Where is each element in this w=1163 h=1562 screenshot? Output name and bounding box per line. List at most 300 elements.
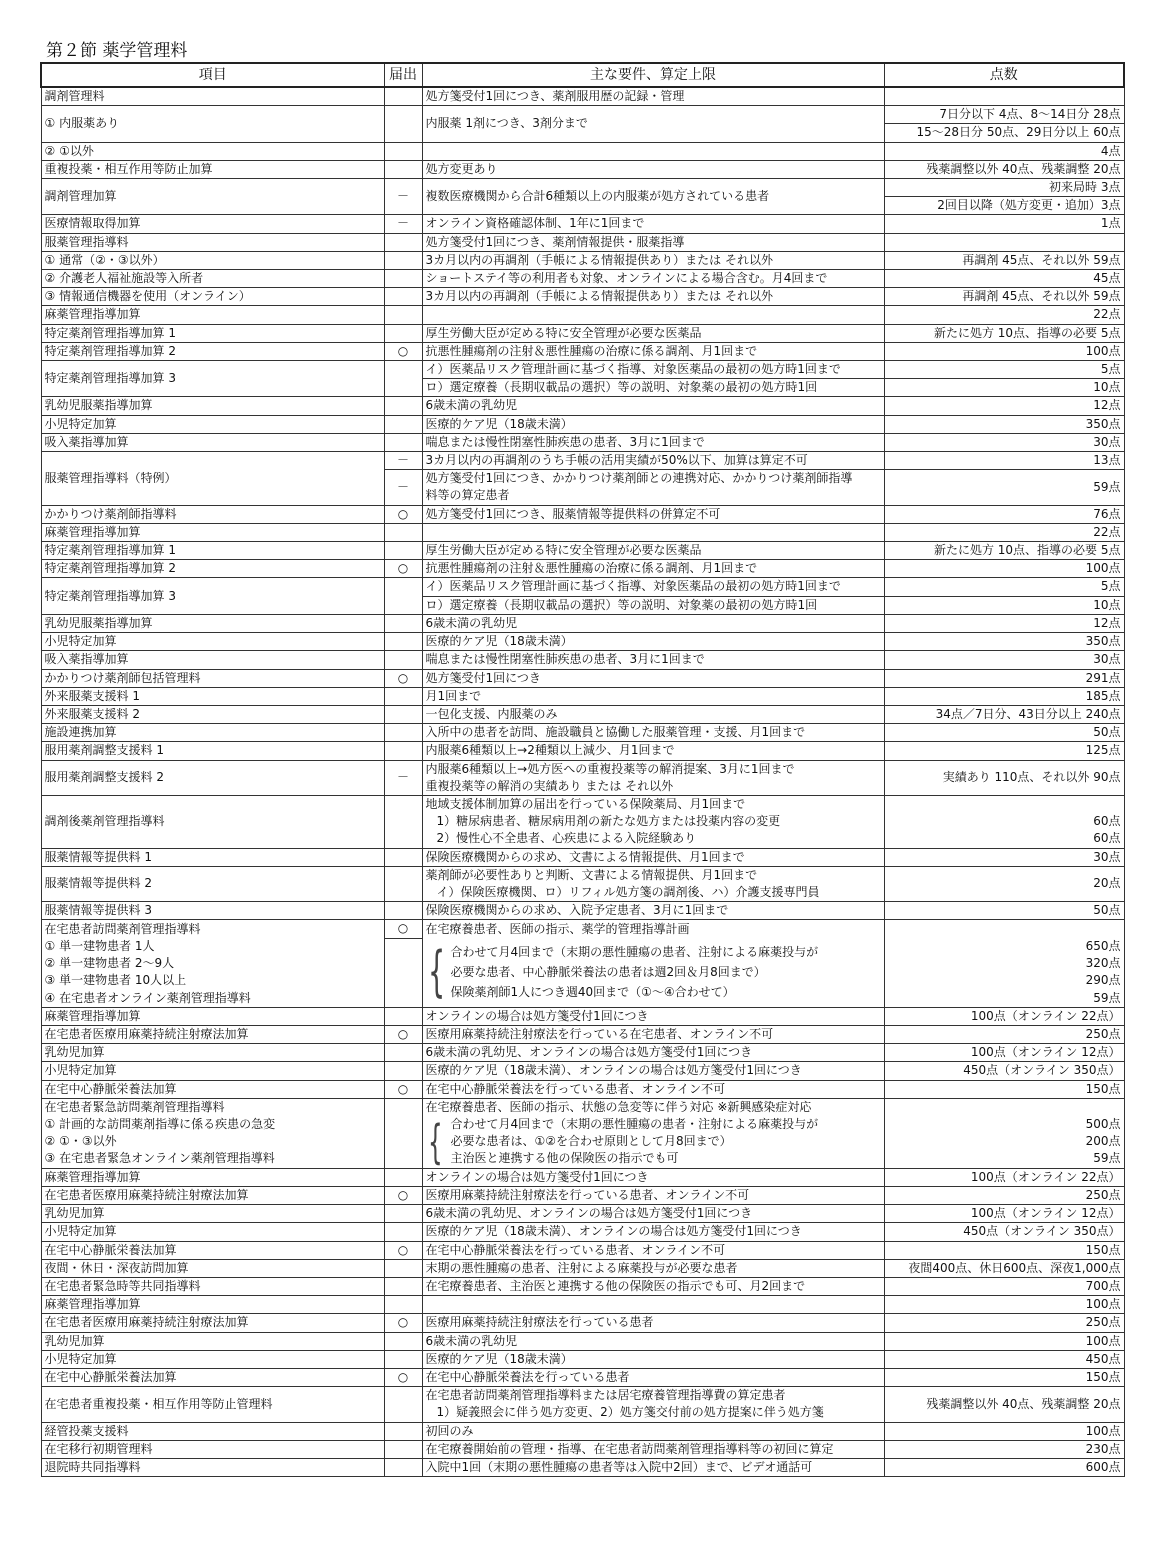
- notify-cell: [384, 1007, 422, 1025]
- requirement-cell: 在宅中心静脈栄養法を行っている患者: [422, 1368, 884, 1386]
- requirement-cell: 在宅患者訪問薬剤管理指導料または居宅療養管理指導費の算定患者: [422, 1387, 884, 1405]
- requirement-line: 合わせて月4回まで（末期の悪性腫瘍の患者・注射による麻薬投与が: [450, 1117, 819, 1132]
- col-header-requirements: 主な要件、算定上限: [422, 63, 884, 87]
- item-cell: 服用薬剤調整支援料 2: [41, 760, 384, 795]
- notify-cell: ○: [384, 1368, 422, 1386]
- notify-cell: [384, 251, 422, 269]
- table-row: [41, 233, 1124, 251]
- requirement-cell: [422, 142, 884, 160]
- notify-cell: ○: [384, 1026, 422, 1044]
- item-cell: 乳幼児加算: [41, 1205, 384, 1223]
- notify-cell: ○: [384, 920, 422, 938]
- table-row: [41, 1422, 1124, 1440]
- requirement-cell: 月1回まで: [422, 687, 884, 705]
- notify-cell: [384, 724, 422, 742]
- points-cell: 15～28日分 50点、29日分以上 60点: [884, 124, 1124, 142]
- item-cell: ③ 在宅患者緊急オンライン薬剤管理指導料: [41, 1150, 384, 1168]
- notify-cell: －: [384, 452, 422, 470]
- table-row: [41, 938, 1124, 955]
- table-row: [41, 160, 1124, 178]
- item-cell: 特定薬剤管理指導加算 1: [41, 324, 384, 342]
- points-cell: 100点: [884, 560, 1124, 578]
- requirement-cell: 6歳未満の乳幼児、オンラインの場合は処方箋受付1回につき: [422, 1205, 884, 1223]
- item-cell: 乳幼児加算: [41, 1332, 384, 1350]
- points-cell: 700点: [884, 1277, 1124, 1295]
- points-cell: 50点: [884, 902, 1124, 920]
- points-cell: 291点: [884, 669, 1124, 687]
- points-cell: 5点: [884, 578, 1124, 596]
- requirement-cell: イ）医薬品リスク管理計画に基づく指導、対象医薬品の最初の処方時1回まで: [422, 361, 884, 379]
- item-cell: 服薬情報等提供料 2: [41, 866, 384, 901]
- item-cell: 小児特定加算: [41, 633, 384, 651]
- item-cell: ② ①以外: [41, 142, 384, 160]
- points-cell: 650点: [884, 938, 1124, 955]
- notify-cell: [384, 415, 422, 433]
- points-cell: 再調剤 45点、それ以外 59点: [884, 251, 1124, 269]
- points-cell: 7日分以下 4点、8～14日分 28点: [884, 106, 1124, 124]
- requirement-cell: ロ）選定療養（長期収載品の選択）等の説明、対象薬の最初の処方時1回: [422, 596, 884, 614]
- requirement-cell: 1）疑義照会に伴う処方変更、2）処方箋交付前の処方提案に伴う処方箋: [422, 1404, 884, 1422]
- notify-cell: [384, 433, 422, 451]
- item-cell: 麻薬管理指導加算: [41, 306, 384, 324]
- table-row: [41, 1223, 1124, 1241]
- notify-cell: [384, 1205, 422, 1223]
- table-row: [41, 1314, 1124, 1332]
- item-cell: 麻薬管理指導加算: [41, 1296, 384, 1314]
- table-row: [41, 1368, 1124, 1386]
- item-cell: 在宅中心静脈栄養法加算: [41, 1368, 384, 1386]
- requirement-cell: オンラインの場合は処方箋受付1回につき: [422, 1168, 884, 1186]
- table-row: [41, 633, 1124, 651]
- points-cell: 10点: [884, 596, 1124, 614]
- points-cell: 290点: [884, 972, 1124, 989]
- item-cell: 麻薬管理指導加算: [41, 1007, 384, 1025]
- requirement-cell: [422, 1116, 884, 1168]
- item-cell: 特定薬剤管理指導加算 2: [41, 560, 384, 578]
- table-row: [41, 1241, 1124, 1259]
- item-cell: 在宅患者訪問薬剤管理指導料: [41, 920, 384, 938]
- points-cell: 夜間400点、休日600点、深夜1,000点: [884, 1259, 1124, 1277]
- requirement-cell: 医療的ケア児（18歳未満）: [422, 415, 884, 433]
- points-cell: 34点／7日分、43日分以上 240点: [884, 705, 1124, 723]
- requirement-cell: 3カ月以内の再調剤（手帳による情報提供あり）または それ以外: [422, 288, 884, 306]
- requirement-cell: 複数医療機関から合計6種類以上の内服薬が処方されている患者: [422, 179, 884, 215]
- table-row: [41, 1044, 1124, 1062]
- table-row: [41, 902, 1124, 920]
- points-cell: 45点: [884, 270, 1124, 288]
- points-cell: 185点: [884, 687, 1124, 705]
- notify-cell: ○: [384, 1080, 422, 1098]
- requirement-cell: 医療用麻薬持続注射療法を行っている患者、オンライン不可: [422, 1186, 884, 1204]
- requirement-line: 主治医と連携する他の保険医の指示でも可: [450, 1151, 679, 1166]
- notify-cell: [384, 1259, 422, 1277]
- item-cell: 医療情報取得加算: [41, 215, 384, 233]
- points-cell: 250点: [884, 1186, 1124, 1204]
- table-row: [41, 324, 1124, 342]
- points-cell: 残薬調整以外 40点、残薬調整 20点: [884, 1387, 1124, 1422]
- requirement-cell: 地域支援体制加算の届出を行っている保険薬局、月1回まで: [422, 795, 884, 813]
- points-cell: [884, 1098, 1124, 1116]
- requirement-cell: 6歳未満の乳幼児: [422, 1332, 884, 1350]
- points-cell: 76点: [884, 505, 1124, 523]
- item-cell: 特定薬剤管理指導加算 2: [41, 342, 384, 360]
- notify-cell: [384, 866, 422, 901]
- table-row: [41, 106, 1124, 124]
- table-row: [41, 1116, 1124, 1133]
- notify-cell: [384, 1422, 422, 1440]
- requirement-cell: 一包化支援、内服薬のみ: [422, 705, 884, 723]
- notify-cell: [384, 1296, 422, 1314]
- points-cell: 100点（オンライン 12点）: [884, 1205, 1124, 1223]
- requirement-cell: オンライン資格確認体制、1年に1回まで: [422, 215, 884, 233]
- requirement-cell: 料等の算定患者: [422, 487, 884, 505]
- notify-cell: [384, 87, 422, 106]
- table-row: [41, 270, 1124, 288]
- notify-cell: [384, 795, 422, 848]
- requirement-cell: [422, 306, 884, 324]
- table-row: [41, 179, 1124, 197]
- requirement-cell: 在宅中心静脈栄養法を行っている患者、オンライン不可: [422, 1241, 884, 1259]
- table-row: [41, 920, 1124, 938]
- points-cell: [884, 920, 1124, 938]
- points-cell: 5点: [884, 361, 1124, 379]
- item-cell: 在宅中心静脈栄養法加算: [41, 1241, 384, 1259]
- table-row: [41, 724, 1124, 742]
- notify-cell: [384, 1062, 422, 1080]
- requirement-line: 保険薬剤師1人につき週40回まで（①～④合わせて）: [450, 985, 735, 1000]
- table-row: [41, 705, 1124, 723]
- notify-cell: [384, 324, 422, 342]
- table-row: [41, 614, 1124, 632]
- requirement-cell: 在宅療養患者、医師の指示、薬学的管理指導計画: [422, 920, 884, 938]
- points-cell: 100点（オンライン 22点）: [884, 1168, 1124, 1186]
- table-row: [41, 1098, 1124, 1116]
- col-header-points: 点数: [884, 63, 1124, 87]
- notify-cell: [384, 523, 422, 541]
- fee-table: [40, 62, 1125, 1477]
- points-cell: 200点: [884, 1133, 1124, 1150]
- item-cell: 小児特定加算: [41, 1223, 384, 1241]
- table-row: [41, 1350, 1124, 1368]
- item-cell: 調剤後薬剤管理指導料: [41, 795, 384, 848]
- table-row: [41, 742, 1124, 760]
- notify-cell: [384, 938, 422, 1007]
- notify-cell: [384, 1387, 422, 1422]
- col-header-item: 項目: [41, 63, 384, 87]
- notify-cell: [384, 651, 422, 669]
- requirement-line: 必要な患者は、①②を合わせ原則として月8回まで）: [450, 1134, 732, 1149]
- points-cell: 600点: [884, 1458, 1124, 1476]
- points-cell: 100点: [884, 1296, 1124, 1314]
- item-cell: ① 内服薬あり: [41, 106, 384, 142]
- requirement-cell: 初回のみ: [422, 1422, 884, 1440]
- table-row: [41, 1296, 1124, 1314]
- table-row: [41, 760, 1124, 778]
- requirement-cell: イ）保険医療機関、ロ）リフィル処方箋の調剤後、ハ）介護支援専門員: [422, 884, 884, 902]
- requirement-cell: 6歳未満の乳幼児: [422, 397, 884, 415]
- page-title: 第２節 薬学管理料: [46, 41, 188, 61]
- notify-cell: [384, 705, 422, 723]
- requirement-cell: ショートステイ等の利用者も対象、オンラインによる場合含む。月4回まで: [422, 270, 884, 288]
- points-cell: 実績あり 110点、それ以外 90点: [884, 760, 1124, 795]
- points-cell: 150点: [884, 1080, 1124, 1098]
- item-cell: ① 単一建物患者 1人: [41, 938, 384, 955]
- notify-cell: [384, 848, 422, 866]
- item-cell: 吸入薬指導加算: [41, 651, 384, 669]
- item-cell: 経管投薬支援料: [41, 1422, 384, 1440]
- item-cell: 在宅患者重複投薬・相互作用等防止管理料: [41, 1387, 384, 1422]
- item-cell: 乳幼児服薬指導加算: [41, 397, 384, 415]
- notify-cell: ○: [384, 342, 422, 360]
- requirement-cell: 内服薬 1剤につき、3剤分まで: [422, 106, 884, 142]
- points-cell: [884, 233, 1124, 251]
- table-row: [41, 433, 1124, 451]
- notify-cell: [384, 106, 422, 142]
- points-cell: 100点: [884, 1422, 1124, 1440]
- item-cell: ② 単一建物患者 2～9人: [41, 955, 384, 972]
- table-row: [41, 1387, 1124, 1405]
- notify-cell: [384, 614, 422, 632]
- points-cell: 59点: [884, 990, 1124, 1008]
- requirement-cell: 薬剤師が必要性ありと判断、文書による情報提供、月1回まで: [422, 866, 884, 884]
- table-row: [41, 505, 1124, 523]
- points-cell: 450点（オンライン 350点）: [884, 1062, 1124, 1080]
- requirement-cell: 抗悪性腫瘍剤の注射＆悪性腫瘍の治療に係る調剤、月1回まで: [422, 560, 884, 578]
- table-row: [41, 651, 1124, 669]
- table-row: [41, 578, 1124, 596]
- item-cell: 外来服薬支援料 2: [41, 705, 384, 723]
- points-cell: 4点: [884, 142, 1124, 160]
- table-row: [41, 87, 1124, 106]
- requirement-cell: 厚生労働大臣が定める特に安全管理が必要な医薬品: [422, 542, 884, 560]
- notify-cell: [384, 142, 422, 160]
- item-cell: 在宅移行初期管理料: [41, 1440, 384, 1458]
- notify-cell: [384, 1332, 422, 1350]
- table-row: [41, 1168, 1124, 1186]
- points-cell: 230点: [884, 1440, 1124, 1458]
- points-cell: 30点: [884, 651, 1124, 669]
- table-row: [41, 669, 1124, 687]
- requirement-cell: 内服薬6種類以上→処方医への重複投薬等の解消提案、3月に1回まで: [422, 760, 884, 778]
- notify-cell: ○: [384, 1186, 422, 1204]
- points-cell: 450点（オンライン 350点）: [884, 1223, 1124, 1241]
- points-cell: 350点: [884, 633, 1124, 651]
- points-cell: 30点: [884, 433, 1124, 451]
- points-cell: 30点: [884, 848, 1124, 866]
- requirement-cell: 3カ月以内の再調剤のうち手帳の活用実績が50%以下、加算は算定不可: [422, 452, 884, 470]
- notify-cell: [384, 542, 422, 560]
- table-row: [41, 1186, 1124, 1204]
- table-row: [41, 342, 1124, 360]
- item-cell: かかりつけ薬剤師指導料: [41, 505, 384, 523]
- table-row: [41, 452, 1124, 470]
- table-row: [41, 848, 1124, 866]
- item-cell: ① 通常（②・③以外）: [41, 251, 384, 269]
- item-cell: かかりつけ薬剤師包括管理料: [41, 669, 384, 687]
- item-cell: 重複投薬・相互作用等防止加算: [41, 160, 384, 178]
- requirement-cell: 在宅療養患者、主治医と連携する他の保険医の指示でも可、月2回まで: [422, 1277, 884, 1295]
- notify-cell: [384, 160, 422, 178]
- item-cell: 服薬管理指導料: [41, 233, 384, 251]
- notify-cell: [384, 902, 422, 920]
- requirement-cell: 内服薬6種類以上→2種類以上減少、月1回まで: [422, 742, 884, 760]
- item-cell: 外来服薬支援料 1: [41, 687, 384, 705]
- notify-cell: [384, 361, 422, 397]
- notify-cell: [384, 1440, 422, 1458]
- notify-cell: ○: [384, 1314, 422, 1332]
- points-cell: 12点: [884, 397, 1124, 415]
- item-cell: ③ 単一建物患者 10人以上: [41, 972, 384, 989]
- requirement-cell: 処方箋受付1回につき、かかりつけ薬剤師との連携対応、かかりつけ薬剤師指導: [422, 470, 884, 488]
- points-cell: 60点: [884, 813, 1124, 830]
- notify-cell: [384, 1350, 422, 1368]
- points-cell: 250点: [884, 1314, 1124, 1332]
- requirement-cell: 処方箋受付1回につき、服薬情報等提供料の併算定不可: [422, 505, 884, 523]
- table-row: [41, 1062, 1124, 1080]
- notify-cell: ○: [384, 1241, 422, 1259]
- requirement-cell: 医療用麻薬持続注射療法を行っている患者: [422, 1314, 884, 1332]
- requirement-cell: [422, 1296, 884, 1314]
- brace-icon: {: [427, 1116, 443, 1169]
- item-cell: 吸入薬指導加算: [41, 433, 384, 451]
- requirement-cell: 喘息または慢性閉塞性肺疾患の患者、3月に1回まで: [422, 651, 884, 669]
- item-cell: 服薬管理指導料（特例）: [41, 452, 384, 506]
- table-row: [41, 397, 1124, 415]
- points-cell: 100点（オンライン 22点）: [884, 1007, 1124, 1025]
- item-cell: 特定薬剤管理指導加算 3: [41, 578, 384, 614]
- points-cell: 新たに処方 10点、指導の必要 5点: [884, 542, 1124, 560]
- requirement-cell: 医療用麻薬持続注射療法を行っている在宅患者、オンライン不可: [422, 1026, 884, 1044]
- notify-cell: ○: [384, 560, 422, 578]
- item-cell: 麻薬管理指導加算: [41, 523, 384, 541]
- item-cell: ① 計画的な訪問薬剤指導に係る疾患の急変: [41, 1116, 384, 1133]
- points-cell: 450点: [884, 1350, 1124, 1368]
- table-row: [41, 1332, 1124, 1350]
- item-cell: 乳幼児服薬指導加算: [41, 614, 384, 632]
- table-row: [41, 1277, 1124, 1295]
- item-cell: 調剤管理料: [41, 87, 384, 106]
- item-cell: 服用薬剤調整支援料 1: [41, 742, 384, 760]
- table-row: [41, 251, 1124, 269]
- table-row: [41, 288, 1124, 306]
- points-cell: 100点: [884, 1332, 1124, 1350]
- notify-cell: [384, 742, 422, 760]
- notify-cell: －: [384, 179, 422, 215]
- requirement-cell: 重複投薬等の解消の実績あり または それ以外: [422, 778, 884, 796]
- requirement-cell: ロ）選定療養（長期収載品の選択）等の説明、対象薬の最初の処方時1回: [422, 379, 884, 397]
- points-cell: 150点: [884, 1368, 1124, 1386]
- requirement-line: 必要な患者、中心静脈栄養法の患者は週2回＆月8回まで）: [450, 965, 766, 980]
- item-cell: 特定薬剤管理指導加算 3: [41, 361, 384, 397]
- points-cell: 初来局時 3点: [884, 179, 1124, 197]
- points-cell: 59点: [884, 1150, 1124, 1168]
- requirement-cell: イ）医薬品リスク管理計画に基づく指導、対象医薬品の最初の処方時1回まで: [422, 578, 884, 596]
- points-cell: 13点: [884, 452, 1124, 470]
- points-cell: 再調剤 45点、それ以外 59点: [884, 288, 1124, 306]
- table-row: [41, 687, 1124, 705]
- requirement-cell: 処方箋受付1回につき: [422, 669, 884, 687]
- item-cell: 在宅患者医療用麻薬持続注射療法加算: [41, 1186, 384, 1204]
- table-row: [41, 542, 1124, 560]
- notify-cell: [384, 633, 422, 651]
- points-cell: 125点: [884, 742, 1124, 760]
- item-cell: 麻薬管理指導加算: [41, 1168, 384, 1186]
- points-cell: 10点: [884, 379, 1124, 397]
- table-row: [41, 306, 1124, 324]
- points-cell: 100点（オンライン 12点）: [884, 1044, 1124, 1062]
- notify-cell: [384, 1223, 422, 1241]
- requirement-cell: 2）慢性心不全患者、心疾患による入院経験あり: [422, 830, 884, 848]
- item-cell: 在宅中心静脈栄養法加算: [41, 1080, 384, 1098]
- points-cell: 2回目以降（処方変更・追加）3点: [884, 197, 1124, 215]
- table-row: [41, 1458, 1124, 1476]
- table-row: [41, 142, 1124, 160]
- points-cell: 500点: [884, 1116, 1124, 1133]
- table-row: [41, 361, 1124, 379]
- requirement-cell: 処方変更あり: [422, 160, 884, 178]
- points-cell: 250点: [884, 1026, 1124, 1044]
- points-cell: 1点: [884, 215, 1124, 233]
- table-header: [41, 63, 1124, 87]
- points-cell: 22点: [884, 523, 1124, 541]
- requirement-cell: [422, 523, 884, 541]
- notify-cell: [384, 1458, 422, 1476]
- item-cell: 施設連携加算: [41, 724, 384, 742]
- table-row: [41, 1440, 1124, 1458]
- item-cell: ② 介護老人福祉施設等入所者: [41, 270, 384, 288]
- notify-cell: [384, 1098, 422, 1168]
- points-cell: 350点: [884, 415, 1124, 433]
- table-row: [41, 1026, 1124, 1044]
- points-cell: [884, 87, 1124, 106]
- item-cell: 小児特定加算: [41, 1350, 384, 1368]
- requirement-cell: 末期の悪性腫瘍の患者、注射による麻薬投与が必要な患者: [422, 1259, 884, 1277]
- table-row: [41, 1259, 1124, 1277]
- requirement-cell: オンラインの場合は処方箋受付1回につき: [422, 1007, 884, 1025]
- points-cell: 22点: [884, 306, 1124, 324]
- item-cell: ② ①・③以外: [41, 1133, 384, 1150]
- requirement-cell: 3カ月以内の再調剤（手帳による情報提供あり）または それ以外: [422, 251, 884, 269]
- notify-cell: －: [384, 215, 422, 233]
- requirement-cell: 在宅療養患者、医師の指示、状態の急変等に伴う対応 ※新興感染症対応: [422, 1098, 884, 1116]
- notify-cell: [384, 1168, 422, 1186]
- table-row: [41, 415, 1124, 433]
- item-cell: 在宅患者緊急時等共同指導料: [41, 1277, 384, 1295]
- item-cell: 退院時共同指導料: [41, 1458, 384, 1476]
- requirement-cell: 1）糖尿病患者、糖尿病用剤の新たな処方または投薬内容の変更: [422, 813, 884, 830]
- item-cell: 特定薬剤管理指導加算 1: [41, 542, 384, 560]
- notify-cell: [384, 1277, 422, 1295]
- item-cell: 在宅患者医療用麻薬持続注射療法加算: [41, 1314, 384, 1332]
- requirement-cell: 医療的ケア児（18歳未満）: [422, 1350, 884, 1368]
- item-cell: 夜間・休日・深夜訪問加算: [41, 1259, 384, 1277]
- requirement-cell: 入院中1回（末期の悪性腫瘍の患者等は入院中2回）まで、ビデオ通話可: [422, 1458, 884, 1476]
- requirement-cell: 6歳未満の乳幼児: [422, 614, 884, 632]
- requirement-cell: 6歳未満の乳幼児、オンラインの場合は処方箋受付1回につき: [422, 1044, 884, 1062]
- points-cell: 新たに処方 10点、指導の必要 5点: [884, 324, 1124, 342]
- points-cell: 残薬調整以外 40点、残薬調整 20点: [884, 160, 1124, 178]
- requirement-cell: 保険医療機関からの求め、文書による情報提供、月1回まで: [422, 848, 884, 866]
- item-cell: ④ 在宅患者オンライン薬剤管理指導料: [41, 990, 384, 1008]
- notify-cell: ○: [384, 669, 422, 687]
- points-cell: 150点: [884, 1241, 1124, 1259]
- points-cell: 100点: [884, 342, 1124, 360]
- requirement-cell: 在宅療養開始前の管理・指導、在宅患者訪問薬剤管理指導料等の初回に算定: [422, 1440, 884, 1458]
- item-cell: 乳幼児加算: [41, 1044, 384, 1062]
- notify-cell: [384, 288, 422, 306]
- requirement-cell: 在宅中心静脈栄養法を行っている患者、オンライン不可: [422, 1080, 884, 1098]
- item-cell: 服薬情報等提供料 3: [41, 902, 384, 920]
